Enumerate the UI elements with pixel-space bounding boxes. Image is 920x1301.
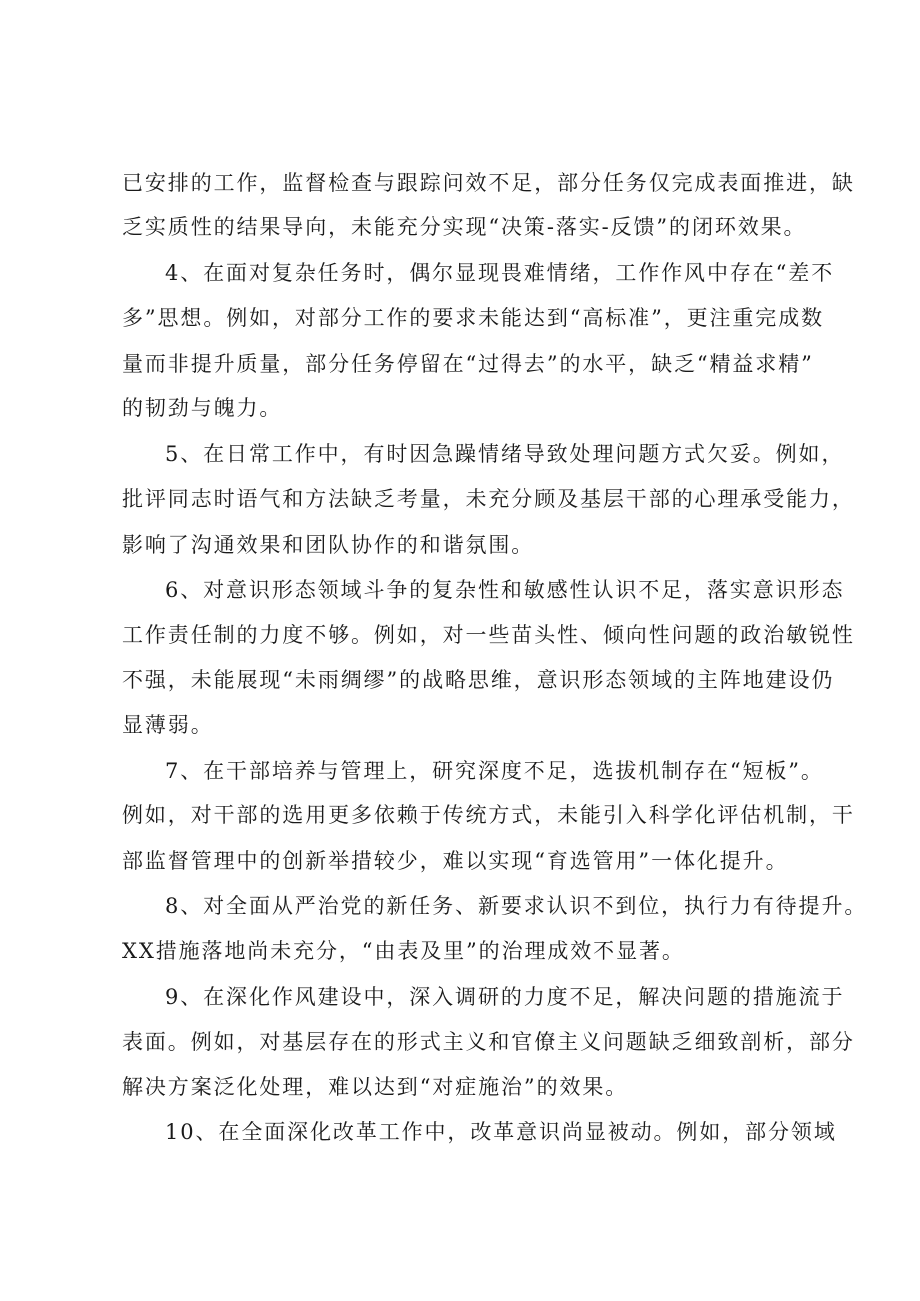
- item-5-first-line: 5、在日常工作中，有时因急躁情绪导致处理问题方式欠妥。例如，: [165, 442, 845, 466]
- paragraph-line: 解决方案泛化处理，难以达到“对症施治”的效果。: [122, 1075, 629, 1099]
- item-6-first-line: 6、对意识形态领域斗争的复杂性和敏感性认识不足，落实意识形态: [165, 578, 845, 602]
- paragraph-line: 表面。例如，对基层存在的形式主义和官僚主义问题缺乏细致剖析，部分: [122, 1030, 855, 1054]
- paragraph-line: 批评同志时语气和方法缺乏考量，未充分顾及基层干部的心理承受能力，: [122, 487, 855, 511]
- paragraph-line: 部监督管理中的创新举措较少，难以实现“育选管用”一体化提升。: [122, 849, 789, 873]
- paragraph-line: 乏实质性的结果导向，未能充分实现“决策-落实-反馈”的闭环效果。: [122, 215, 807, 239]
- paragraph-line: 的韧劲与魄力。: [122, 396, 283, 420]
- paragraph-line: 已安排的工作，监督检查与跟踪问效不足，部分任务仅完成表面推进，缺: [122, 171, 855, 195]
- item-4-first-line: 4、在面对复杂任务时，偶尔显现畏难情绪，工作作风中存在“差不: [165, 261, 835, 285]
- paragraph-line: 显薄弱。: [122, 713, 214, 737]
- paragraph-line: 不强，未能展现“未雨绸缪”的战略思维，意识形态领域的主阵地建设仍: [122, 668, 835, 692]
- item-8-first-line: 8、对全面从严治党的新任务、新要求认识不到位，执行力有待提升。: [165, 894, 868, 918]
- paragraph-line: 量而非提升质量，部分任务停留在“过得去”的水平，缺乏“精益求精”: [122, 352, 814, 376]
- item-9-first-line: 9、在深化作风建设中，深入调研的力度不足，解决问题的措施流于: [165, 985, 845, 1009]
- item-10-first-line: 10、在全面深化改革工作中，改革意识尚显被动。例如，部分领域: [165, 1120, 837, 1144]
- paragraph-line: 例如，对干部的选用更多依赖于传统方式，未能引入科学化评估机制，干: [122, 803, 855, 827]
- item-7-first-line: 7、在干部培养与管理上，研究深度不足，选拔机制存在“短板”。: [165, 759, 824, 783]
- paragraph-line: XX措施落地尚未充分，“由表及里”的治理成效不显著。: [122, 939, 685, 963]
- paragraph-line: 多”思想。例如，对部分工作的要求未能达到“高标准”，更注重完成数: [122, 306, 825, 330]
- paragraph-line: 工作责任制的力度不够。例如，对一些苗头性、倾向性问题的政治敏锐性: [122, 623, 855, 647]
- paragraph-line: 影响了沟通效果和团队协作的和谐氛围。: [122, 533, 535, 557]
